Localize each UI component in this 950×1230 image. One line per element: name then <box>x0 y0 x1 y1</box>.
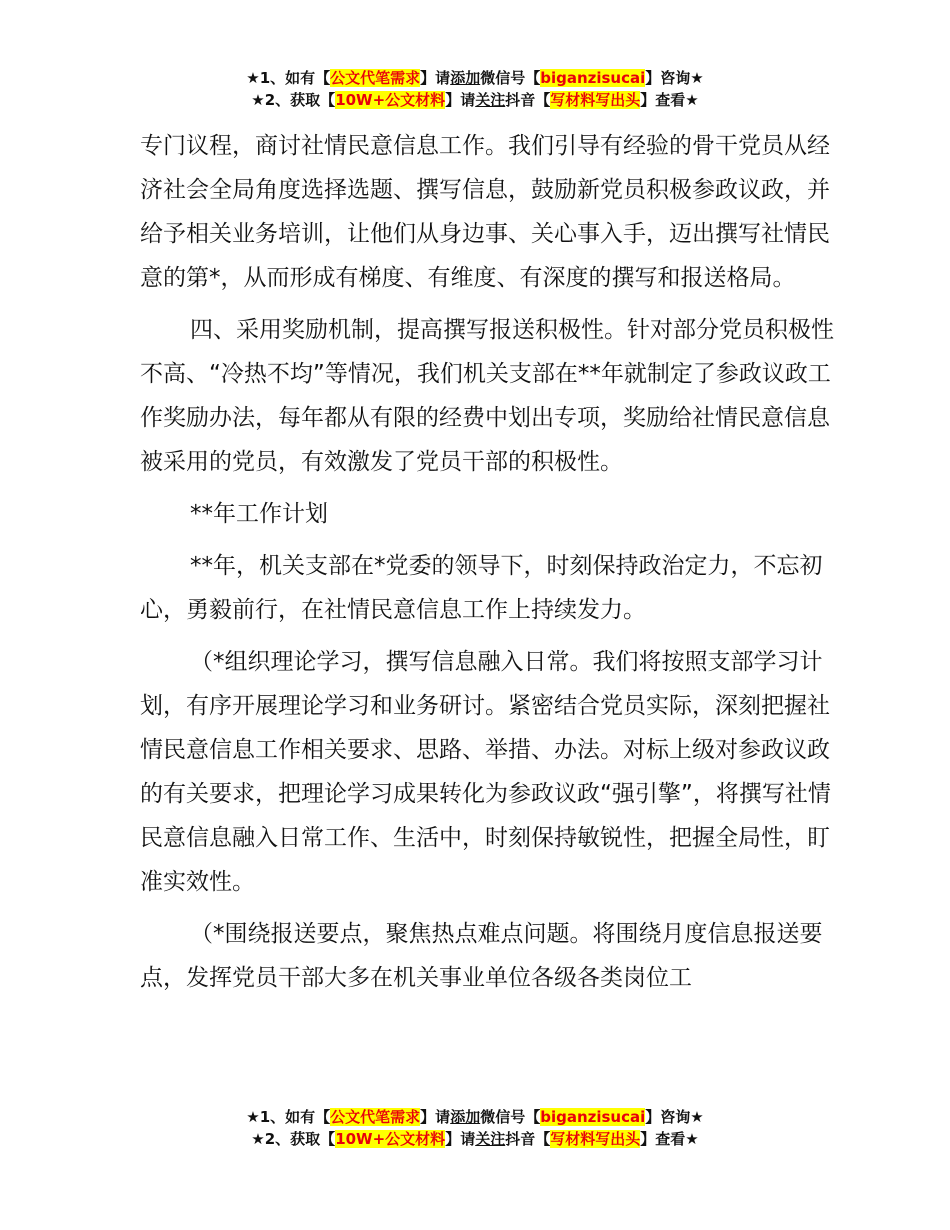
header-banner-line-2 <box>0 89 950 111</box>
banner-text: 】查看★ <box>640 1130 699 1148</box>
banner-text: 】请 <box>445 91 476 109</box>
banner-text: 抖音【 <box>505 91 551 109</box>
highlight-douyin-account: 写材料写出头 <box>550 1130 641 1148</box>
banner-emphasis: 关注 <box>475 91 506 109</box>
footer-banner <box>0 1106 950 1150</box>
banner-emphasis: 添加 <box>450 1108 481 1126</box>
banner-text: 微信号【 <box>480 69 541 87</box>
highlight-wechat-id: biganzisucai <box>540 1108 646 1126</box>
banner-text: ★1、如有【 <box>246 69 331 87</box>
paragraph: （*围绕报送要点，聚焦热点难点问题。将围绕月度信息报送要点，发挥党员干部大多在机关事业单位各级各类岗位工 <box>140 921 823 991</box>
highlight-materials: 10W+公文材料 <box>335 91 446 109</box>
document-body <box>140 124 840 1000</box>
highlight-wechat-id: biganzisucai <box>540 69 646 87</box>
header-banner <box>0 67 950 111</box>
footer-banner-line-2 <box>0 1128 950 1150</box>
highlight-materials: 10W+公文材料 <box>335 1130 446 1148</box>
highlight-service: 公文代笔需求 <box>330 69 421 87</box>
banner-text: 微信号【 <box>480 1108 541 1126</box>
paragraph: 四、采用奖励机制，提高撰写报送积极性。针对部分党员积极性不高、“冷热不均”等情况，我们机关支部在**年就制定了参政议政工作奖励办法，每年都从有限的经费中划出专项，奖励给社情民意信息被采用的党员，有效激发了党员干部的积极性。 <box>140 317 834 475</box>
paragraph: **年，机关支部在*党委的领导下，时刻保持政治定力，不忘初心，勇毅前行，在社情民意信息工作上持续发力。 <box>140 553 823 623</box>
paragraph: 专门议程，商讨社情民意信息工作。我们引导有经验的骨干党员从经济社会全局角度选择选题、撰写信息，鼓励新党员积极参政议政，并给予相关业务培训，让他们从身边事、关心事入手，迈出撰写社情民意的第*，从而形成有梯度、有维度、有深度的撰写和报送格局。 <box>140 133 830 291</box>
banner-text: 】咨询★ <box>645 1108 704 1126</box>
highlight-service: 公文代笔需求 <box>330 1108 421 1126</box>
banner-text: ★2、获取【 <box>251 1130 336 1148</box>
paragraph: （*组织理论学习，撰写信息融入日常。我们将按照支部学习计划，有序开展理论学习和业务研讨。紧密结合党员实际，深刻把握社情民意信息工作相关要求、思路、举措、办法。对标上级对参政议政的有关要求，把理论学习成果转化为参政议政“强引擎”，将撰写社情民意信息融入日常工作、生活中，时刻保持敏锐性，把握全局性，盯准实效性。 <box>140 649 831 895</box>
banner-emphasis: 关注 <box>475 1130 506 1148</box>
banner-text: 】查看★ <box>640 91 699 109</box>
banner-text: ★1、如有【 <box>246 1108 331 1126</box>
footer-banner-line-1 <box>0 1106 950 1128</box>
header-banner-line-1 <box>0 67 950 89</box>
highlight-douyin-account: 写材料写出头 <box>550 91 641 109</box>
banner-emphasis: 添加 <box>450 69 481 87</box>
banner-text: 】请 <box>420 69 451 87</box>
banner-text: 抖音【 <box>505 1130 551 1148</box>
banner-text: ★2、获取【 <box>251 91 336 109</box>
section-heading: **年工作计划 <box>190 501 328 527</box>
banner-text: 】咨询★ <box>645 69 704 87</box>
banner-text: 】请 <box>445 1130 476 1148</box>
banner-text: 】请 <box>420 1108 451 1126</box>
